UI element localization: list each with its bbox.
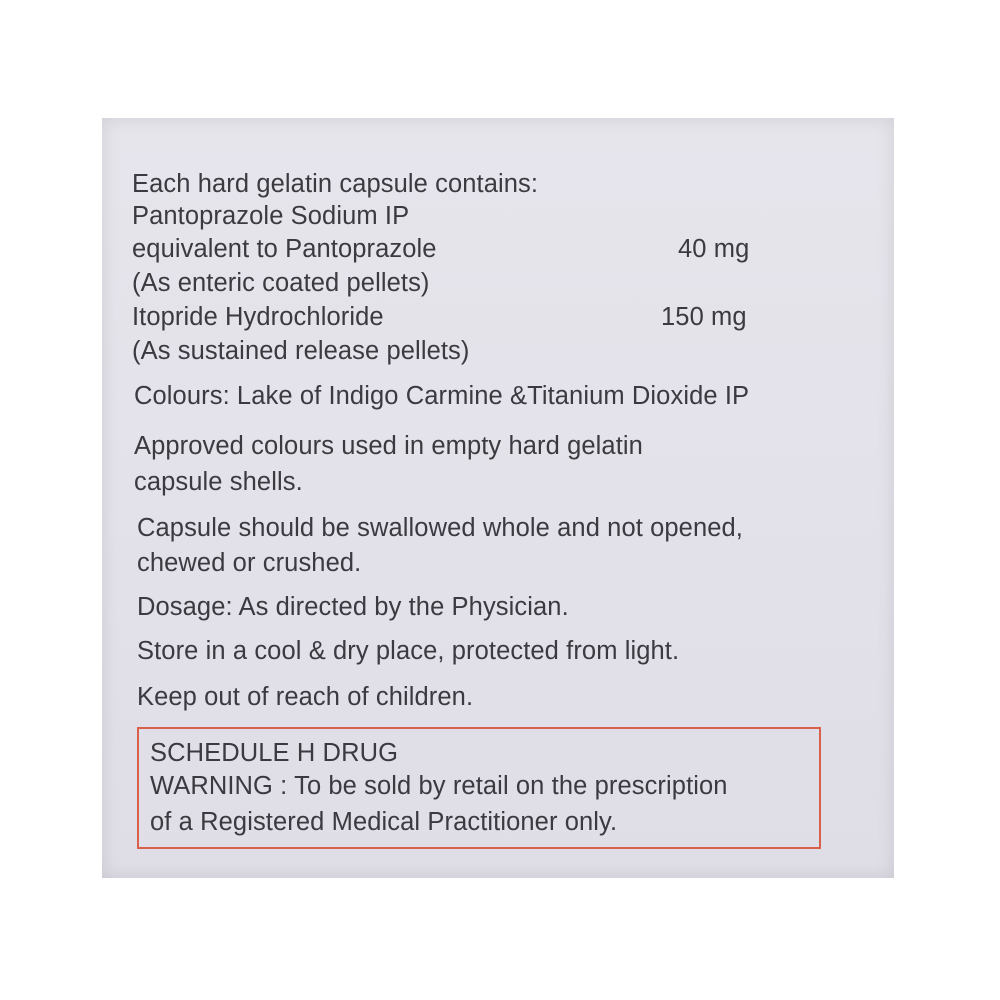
ingredient-1-name: Pantoprazole Sodium IP bbox=[132, 202, 410, 230]
approved-colours-line-2: capsule shells. bbox=[134, 468, 303, 496]
colours-text: Colours: Lake of Indigo Carmine &Titanium Dioxide IP bbox=[134, 382, 750, 410]
warning-line-1: WARNING : To be sold by retail on the prescription bbox=[150, 772, 728, 800]
ingredient-2-amount: 150 mg bbox=[661, 303, 747, 331]
ingredient-2-form: (As sustained release pellets) bbox=[132, 337, 470, 365]
warning-line-2: of a Registered Medical Practitioner only. bbox=[150, 808, 618, 836]
ingredient-1-amount: 40 mg bbox=[678, 235, 750, 263]
capsule-instruction-line-1: Capsule should be swallowed whole and not opened, bbox=[137, 514, 743, 542]
approved-colours-line-1: Approved colours used in empty hard gelatin bbox=[134, 432, 643, 460]
ingredient-2-name: Itopride Hydrochloride bbox=[132, 303, 384, 331]
ingredient-1-equivalent: equivalent to Pantoprazole bbox=[132, 235, 437, 263]
dosage-text: Dosage: As directed by the Physician. bbox=[137, 593, 569, 621]
ingredient-1-form: (As enteric coated pellets) bbox=[132, 269, 430, 297]
capsule-instruction-line-2: chewed or crushed. bbox=[137, 549, 362, 577]
children-warning-text: Keep out of reach of children. bbox=[137, 683, 474, 711]
composition-heading: Each hard gelatin capsule contains: bbox=[132, 170, 539, 198]
storage-text: Store in a cool & dry place, protected from light. bbox=[137, 637, 680, 665]
schedule-h-label: SCHEDULE H DRUG bbox=[150, 739, 399, 767]
